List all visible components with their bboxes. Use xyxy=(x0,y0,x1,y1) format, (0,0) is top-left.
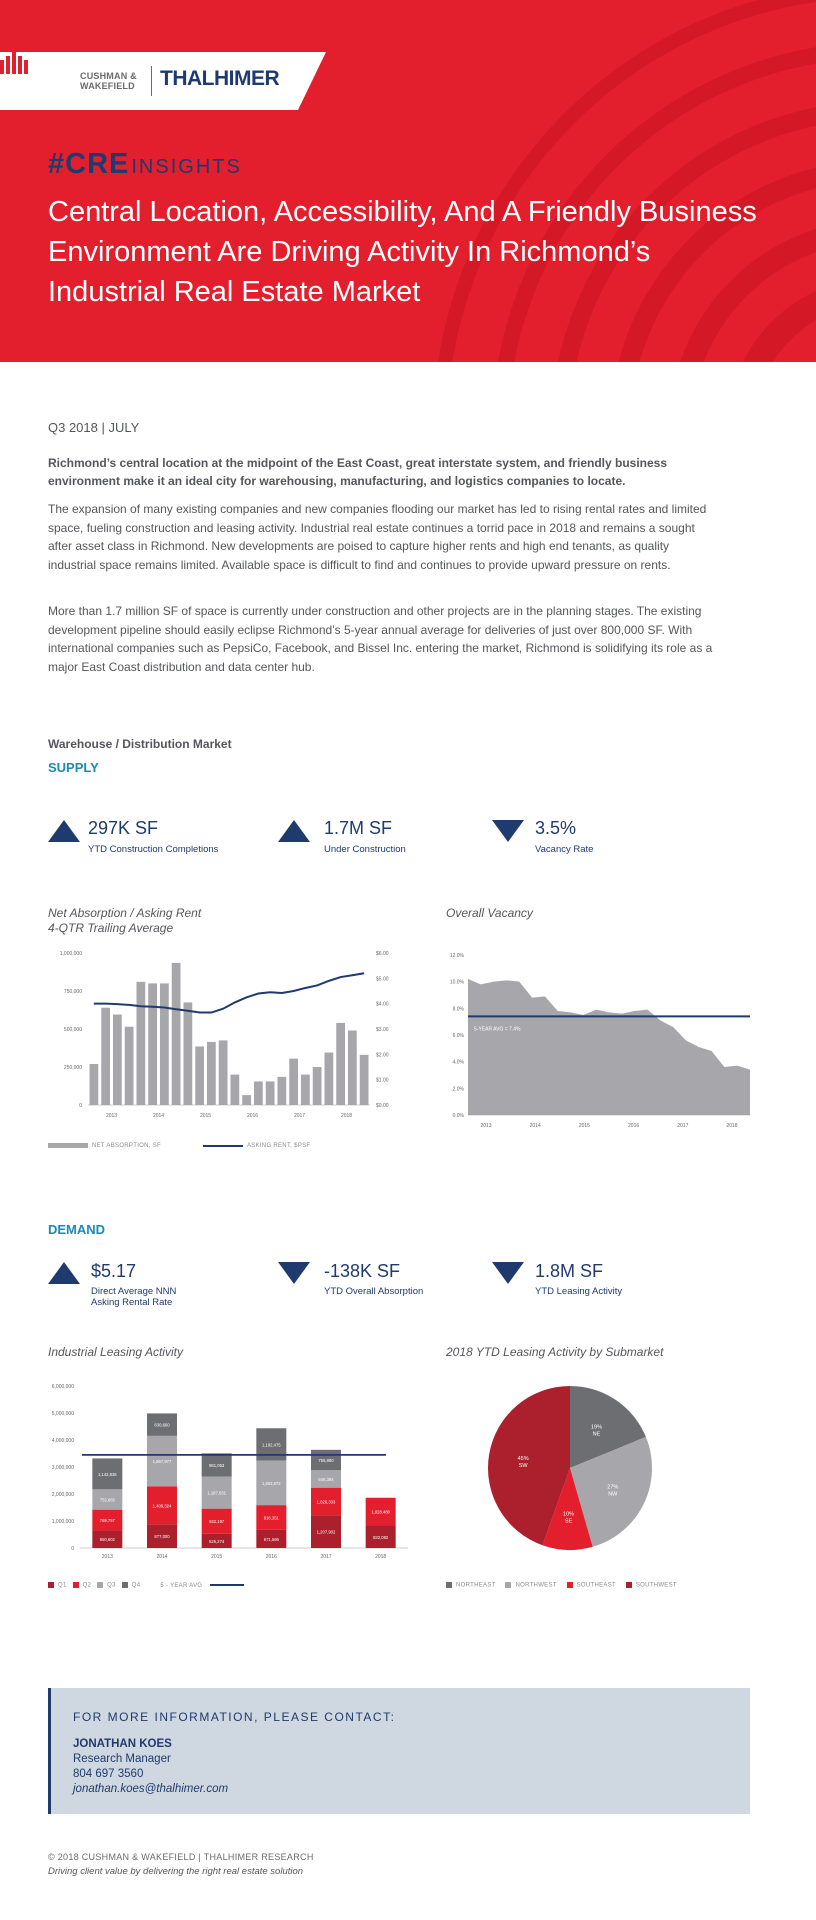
y-tick-label: 6.0% xyxy=(452,1033,464,1039)
y-tick-label-right: $6.00 xyxy=(376,951,389,957)
slice-name-label: NE xyxy=(592,1431,601,1438)
cre-insights-brand: #CRE INSIGHTS xyxy=(48,148,242,180)
y-tick-label: 5,000,000 xyxy=(51,1411,74,1417)
x-tick-label: 2016 xyxy=(265,1554,277,1560)
absorption-bar xyxy=(172,963,181,1105)
absorption-bar xyxy=(195,1046,204,1105)
absorption-chart xyxy=(40,945,406,1120)
logo-bar xyxy=(0,52,326,110)
slice-percent-label: 27% xyxy=(607,1484,619,1491)
vacancy-area xyxy=(468,979,750,1115)
absorption-bar xyxy=(90,1064,99,1105)
vacancy-chart xyxy=(440,945,760,1135)
slice-percent-label: 19% xyxy=(590,1424,603,1431)
absorption-legend: NET ABSORPTION, SF ASKING RENT, $PSF xyxy=(48,1143,310,1149)
y-tick-label-left: 1,000,000 xyxy=(59,951,82,957)
absorption-bar xyxy=(266,1081,275,1105)
x-tick-label: 2018 xyxy=(340,1113,353,1119)
down-arrow-icon xyxy=(492,1262,524,1284)
data-label: 1,653,972 xyxy=(262,1480,281,1486)
y-tick-label: 8.0% xyxy=(452,1006,464,1013)
vacancy-chart-title: Overall Vacancy xyxy=(446,906,533,920)
data-label: 932,197 xyxy=(209,1519,225,1525)
data-label: 753,665 xyxy=(99,1497,115,1503)
contact-role: Research Manager xyxy=(73,1753,171,1765)
up-arrow-icon xyxy=(48,1262,80,1284)
body-paragraph-1: The expansion of many existing companies and new companies flooding our market has led to rising rental rates and limited space, fueling construction and leasing activity. Industrial real estate continues a torrid pace in 2018 and remains a sought after asset class in Richmond. New developments are poised to capture higher rents and high end tenants, as quality industrial space remains limited. Available space is difficult to find and continues to provide upward pressure on rents. xyxy=(48,502,707,572)
y-tick-label: 2.0% xyxy=(452,1086,464,1093)
asking-rent-line xyxy=(94,973,364,1012)
data-label: 650,602 xyxy=(99,1537,115,1543)
data-label: 1,187,031 xyxy=(207,1490,226,1496)
leasing-chart xyxy=(40,1378,410,1560)
cushman-wakefield-wordmark: CUSHMAN & WAKEFIELD xyxy=(80,71,137,91)
absorption-bar xyxy=(360,1055,369,1105)
y-tick-label-right: $0.00 xyxy=(376,1103,389,1109)
data-label: 1,028,480 xyxy=(371,1509,390,1515)
x-tick-label: 2013 xyxy=(101,1554,113,1560)
absorption-bar xyxy=(325,1053,334,1105)
data-label: 830,660 xyxy=(154,1422,170,1428)
supply-heading: SUPPLY xyxy=(48,760,99,775)
x-tick-label: 2017 xyxy=(320,1554,332,1560)
absorption-bar xyxy=(148,983,157,1105)
absorption-bar xyxy=(336,1023,345,1105)
y-tick-label-right: $2.00 xyxy=(376,1052,389,1059)
x-tick-label: 2014 xyxy=(152,1113,165,1119)
body-paragraph-2: More than 1.7 million SF of space is currently under construction and other projects are in the planning stages. The existing development pipeline should easily eclipse Richmond’s 5-year annual average for deliveries of just over 800,000 SF. With international companies such as PepsiCo, Facebook, and Bissel Inc. entering the market, Richmond is solidifying its role as a major East Coast distribution and data center hub. xyxy=(48,604,713,674)
up-arrow-icon xyxy=(48,820,80,842)
x-tick-label: 2018 xyxy=(726,1123,738,1129)
absorption-bar xyxy=(278,1077,287,1105)
cushman-wakefield-logo-icon xyxy=(0,52,28,74)
data-label: 755,880 xyxy=(318,1458,334,1464)
absorption-bar xyxy=(137,982,146,1105)
absorption-bar xyxy=(125,1027,134,1105)
y-tick-label: 12.0% xyxy=(449,953,464,959)
y-tick-label-left: 750,000 xyxy=(63,989,82,995)
y-tick-label: 0.0% xyxy=(452,1113,464,1119)
x-tick-label: 2015 xyxy=(199,1113,212,1119)
y-tick-label-left: 500,000 xyxy=(63,1027,82,1033)
absorption-chart-title: Net Absorption / Asking Rent 4-QTR Trailing Average xyxy=(48,906,202,935)
data-label: 1,207,902 xyxy=(316,1529,336,1535)
x-tick-label: 2016 xyxy=(246,1113,259,1119)
absorption-bar xyxy=(254,1081,263,1105)
slice-name-label: SE xyxy=(564,1518,573,1525)
y-tick-label-left: 0 xyxy=(79,1103,82,1109)
data-label: 525,274 xyxy=(209,1538,225,1544)
absorption-bar xyxy=(101,1008,110,1105)
data-label: 1,192,475 xyxy=(262,1442,281,1448)
y-tick-label: 3,000,000 xyxy=(51,1465,74,1471)
data-label: 861,053 xyxy=(209,1462,225,1468)
submarket-pie-chart xyxy=(470,1378,670,1558)
data-label: 671,566 xyxy=(263,1536,279,1542)
y-tick-label: 10.0% xyxy=(449,979,464,986)
page-title: Central Location, Accessibility, And A Friendly Business Environment Are Driving Activity In Richmond’s Industrial Real Estate Market xyxy=(48,196,757,308)
x-tick-label: 2015 xyxy=(211,1554,223,1560)
y-tick-label-right: $4.00 xyxy=(376,1001,389,1008)
demand-heading: DEMAND xyxy=(48,1222,106,1237)
slice-percent-label: 10% xyxy=(563,1511,575,1518)
market-label: Warehouse / Distribution Market xyxy=(48,737,232,751)
submarket-chart-title: 2018 YTD Leasing Activity by Submarket xyxy=(446,1345,664,1359)
hero-banner xyxy=(0,0,816,362)
absorption-bar xyxy=(184,1002,193,1105)
data-label: 1,026,333 xyxy=(316,1499,336,1505)
data-label: 1,142,836 xyxy=(98,1471,117,1477)
contact-email[interactable]: jonathan.koes@thalhimer.com xyxy=(73,1783,229,1795)
data-label: 1,409,324 xyxy=(152,1503,172,1509)
thalhimer-wordmark: THALHIMER xyxy=(160,67,280,90)
absorption-bar xyxy=(313,1067,322,1105)
y-tick-label: 0 xyxy=(71,1546,74,1552)
footer-tagline: Driving client value by delivering the right real estate solution xyxy=(48,1866,304,1877)
contact-box xyxy=(48,1688,750,1814)
absorption-bar xyxy=(160,983,169,1105)
dateline: Q3 2018 | JULY xyxy=(48,420,140,435)
x-tick-label: 2017 xyxy=(293,1113,306,1119)
contact-name: JONATHAN KOES xyxy=(73,1738,172,1750)
y-tick-label-right: $5.00 xyxy=(376,976,389,983)
absorption-bar xyxy=(207,1042,216,1105)
leasing-legend: Q1 Q2 Q3 Q4 5 - YEAR AVG xyxy=(48,1582,248,1589)
y-tick-label: 4,000,000 xyxy=(51,1438,74,1444)
slice-name-label: NW xyxy=(608,1491,618,1498)
x-tick-label: 2016 xyxy=(628,1123,640,1129)
contact-heading: FOR MORE INFORMATION, PLEASE CONTACT: xyxy=(73,1710,396,1724)
data-label: 769,757 xyxy=(99,1518,115,1524)
x-tick-label: 2018 xyxy=(375,1554,387,1560)
lead-paragraph: Richmond’s central location at the midpoint of the East Coast, great interstate system, and friendly business environment make it an ideal city for warehousing, manufacturing, and logistics companies to locate. xyxy=(48,456,668,488)
y-tick-label-right: $1.00 xyxy=(376,1077,389,1084)
down-arrow-icon xyxy=(278,1262,310,1284)
y-tick-label: 4.0% xyxy=(452,1059,464,1066)
y-tick-label-right: $3.00 xyxy=(376,1027,389,1033)
contact-phone[interactable]: 804 697 3560 xyxy=(73,1768,144,1780)
footer-copyright: © 2018 CUSHMAN & WAKEFIELD | THALHIMER RESEARCH xyxy=(48,1852,314,1862)
x-tick-label: 2013 xyxy=(480,1123,492,1129)
absorption-bar xyxy=(113,1015,122,1105)
y-tick-label: 6,000,000 xyxy=(51,1384,74,1390)
submarket-legend: NORTHEAST NORTHWEST SOUTHEAST SOUTHWEST xyxy=(446,1582,677,1589)
absorption-bar xyxy=(348,1031,357,1105)
absorption-bar xyxy=(219,1040,228,1105)
absorption-bar xyxy=(231,1075,240,1105)
slice-name-label: SW xyxy=(518,1462,528,1469)
y-tick-label: 2,000,000 xyxy=(51,1492,74,1498)
slice-percent-label: 45% xyxy=(517,1455,529,1462)
x-tick-label: 2015 xyxy=(578,1123,590,1129)
data-label: 1,867,977 xyxy=(152,1459,172,1465)
data-label: 832,082 xyxy=(373,1534,389,1540)
data-label: 916,351 xyxy=(263,1515,279,1521)
leasing-chart-title: Industrial Leasing Activity xyxy=(48,1345,183,1359)
absorption-bar xyxy=(289,1059,298,1105)
absorption-bar xyxy=(301,1075,310,1105)
x-tick-label: 2014 xyxy=(156,1554,168,1560)
data-label: 646,394 xyxy=(318,1476,334,1482)
data-label: 877,000 xyxy=(154,1534,170,1540)
x-tick-label: 2017 xyxy=(677,1123,689,1129)
y-tick-label-left: 250,000 xyxy=(63,1065,82,1071)
average-label: 5-YEAR AVG = 7.4% xyxy=(474,1026,521,1033)
y-tick-label: 1,000,000 xyxy=(51,1519,74,1525)
x-tick-label: 2014 xyxy=(529,1123,541,1129)
x-tick-label: 2013 xyxy=(105,1113,118,1119)
down-arrow-icon xyxy=(492,820,524,842)
up-arrow-icon xyxy=(278,820,310,842)
absorption-bar xyxy=(242,1095,251,1105)
